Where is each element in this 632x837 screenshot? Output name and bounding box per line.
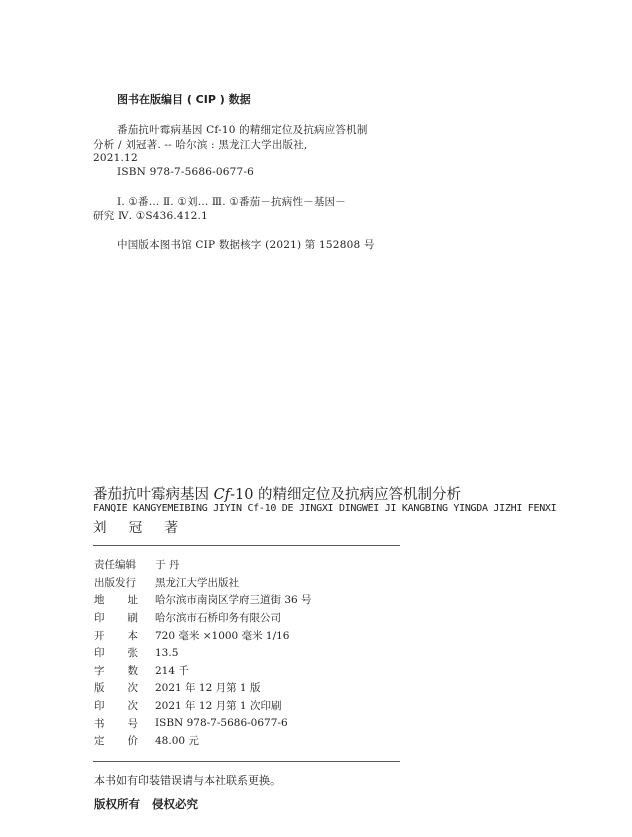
- imprint-row: [94, 591, 312, 609]
- imprint-row: [94, 697, 312, 715]
- bottom-divider: [93, 761, 400, 762]
- cip-line: 研究 Ⅳ. ①S436.412.1: [93, 210, 208, 222]
- imprint-row: [94, 732, 312, 750]
- book-title-chinese: 番茄抗叶霉病基因 Cf-10 的精细定位及抗病应答机制分析: [93, 487, 462, 503]
- cip-line: 分析 / 刘冠著. -- 哈尔滨 : 黑龙江大学出版社,: [93, 139, 308, 151]
- imprint-label: 印 刷: [94, 612, 138, 625]
- imprint-value: 13.5: [155, 646, 179, 659]
- imprint-label: 字 数: [94, 664, 138, 677]
- cip-line: 中国版本图书馆 CIP 数据核字 (2021) 第 152808 号: [117, 239, 375, 251]
- imprint-row: [94, 714, 312, 732]
- imprint-table: [94, 556, 312, 750]
- imprint-row: [94, 626, 312, 644]
- top-divider: [93, 545, 400, 546]
- imprint-label: 书 号: [94, 717, 138, 730]
- imprint-label: 责任编辑: [94, 559, 136, 572]
- imprint-value: 720 毫米 ×1000 毫米 1/16: [155, 629, 290, 642]
- imprint-value: 哈尔滨市南岗区学府三道街 36 号: [155, 594, 312, 607]
- imprint-value: 48.00 元: [155, 735, 199, 748]
- imprint-value: ISBN 978-7-5686-0677-6: [155, 717, 288, 730]
- imprint-value: 哈尔滨市石桥印务有限公司: [155, 612, 281, 625]
- cip-line: Ⅰ. ①番… Ⅱ. ①刘… Ⅲ. ①番茄－抗病性－基因－: [117, 196, 346, 208]
- book-title-pinyin: FANQIE KANGYEMEIBING JIYIN Cf-10 DE JINGXI DINGWEI JI KANGBING YINGDA JIZHI FENXI: [93, 503, 557, 514]
- imprint-label: 出版发行: [94, 576, 136, 589]
- imprint-row: [94, 574, 312, 592]
- imprint-label: 开 本: [94, 629, 138, 642]
- imprint-row: [94, 662, 312, 680]
- cip-line: 番茄抗叶霉病基因 Cf-10 的精细定位及抗病应答机制: [117, 124, 368, 136]
- copyright-notice: 版权所有 侵权必究: [94, 797, 199, 811]
- imprint-value: 214 千: [155, 664, 189, 677]
- cip-heading: 图书在版编目 ( CIP ) 数据: [117, 93, 251, 106]
- imprint-row: [94, 556, 312, 574]
- imprint-row: [94, 644, 312, 662]
- imprint-value: 黑龙江大学出版社: [155, 576, 239, 589]
- imprint-label: 版 次: [94, 682, 138, 695]
- cip-line: ISBN 978-7-5686-0677-6: [117, 166, 255, 178]
- imprint-row: [94, 679, 312, 697]
- imprint-row: [94, 609, 312, 627]
- replacement-notice: 本书如有印装错误请与本社联系更换。: [94, 774, 281, 787]
- cip-line: 2021.12: [93, 152, 138, 164]
- imprint-label: 地 址: [94, 594, 138, 607]
- book-author: 刘 冠 著: [93, 520, 188, 536]
- imprint-label: 定 价: [94, 735, 138, 748]
- imprint-label: 印 张: [94, 647, 138, 660]
- imprint-value: 于 丹: [155, 559, 180, 572]
- imprint-value: 2021 年 12 月第 1 版: [155, 682, 261, 695]
- imprint-value: 2021 年 12 月第 1 次印刷: [155, 700, 282, 713]
- imprint-label: 印 次: [94, 700, 138, 713]
